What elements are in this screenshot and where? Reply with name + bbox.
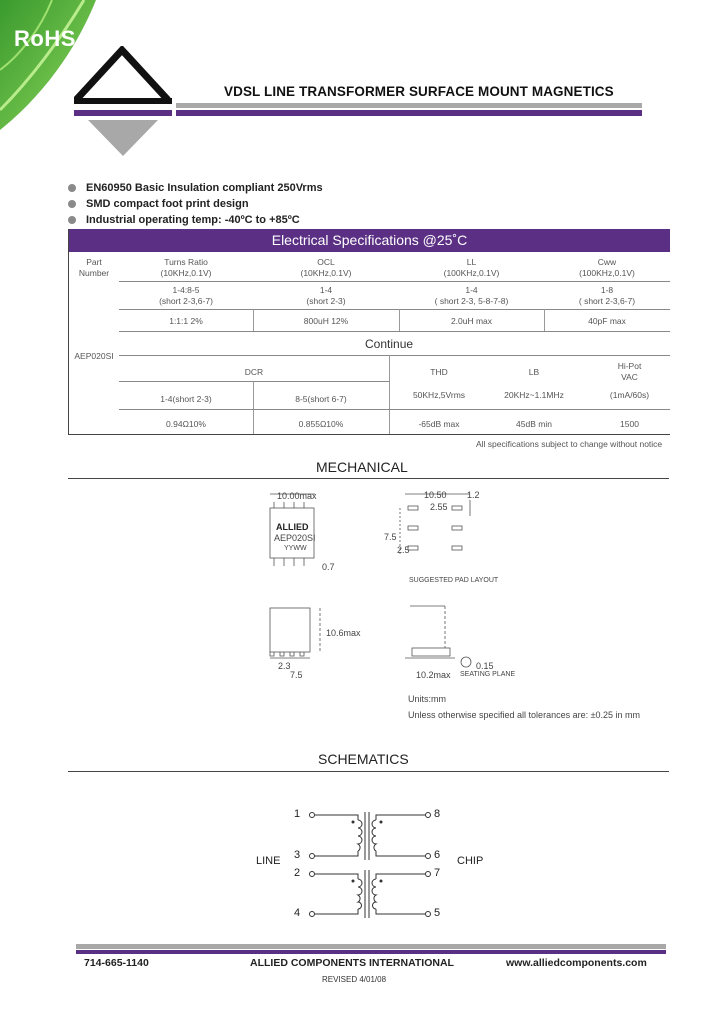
cww-header: Cww (100KHz,0.1V) (579, 257, 635, 278)
row-divider (119, 381, 389, 382)
title-divider-gray (176, 103, 642, 108)
part-number-label: Part Number (78, 257, 110, 278)
dim-width: 10.00max (277, 491, 317, 501)
dim-2-3: 2.3 (278, 661, 291, 671)
dim-1-2: 1.2 (467, 490, 480, 500)
dim-2-55: 2.55 (430, 502, 448, 512)
ll-value: 2.0uH max (450, 316, 493, 326)
lb-value: 45dB min (516, 419, 552, 429)
pin-8-label: 8 (434, 808, 441, 820)
feature-list (68, 180, 323, 228)
dim-10-6: 10.6max (326, 628, 361, 638)
row-divider (119, 331, 670, 332)
feature-item: SMD compact foot print design (68, 196, 323, 212)
revision-date: REVISED 4/01/08 (322, 975, 387, 984)
dim-10-2: 10.2max (416, 670, 451, 680)
electrical-specifications-table (68, 229, 669, 435)
rohs-badge: RoHS (14, 26, 76, 51)
cww-value: 40pF max (588, 316, 626, 326)
ll-header: LL (100KHz,0.1V) (443, 257, 500, 278)
dcr-value-primary: 0.94Ω10% (166, 419, 206, 429)
document-title: VDSL LINE TRANSFORMER SURFACE MOUNT MAGNETICS (224, 84, 614, 99)
schematics-divider (68, 771, 669, 772)
marking-code: YYWW (284, 545, 307, 552)
thd-header: THD (430, 367, 448, 377)
bullet-icon (68, 200, 76, 208)
tolerance-note: Unless otherwise specified all tolerances are: ±0.25 in mm (408, 710, 641, 720)
turns-ratio-pins: 1-4:8-5 (short 2-3,6-7) (159, 285, 213, 306)
pin-6-label: 6 (434, 849, 441, 861)
lb-header: LB (528, 367, 540, 377)
continue-label: Continue (365, 337, 414, 351)
table-bottom-border (69, 434, 670, 435)
dim-0-7: 0.7 (322, 562, 335, 572)
row-divider (119, 355, 670, 356)
footer-website-link[interactable]: www.alliedcomponents.com (506, 957, 647, 969)
spec-table-header: Electrical Specifications @25˚C (69, 229, 670, 252)
column-divider (389, 355, 390, 435)
dim-10-50: 10.50 (424, 490, 447, 500)
hipot-condition: (1mA/60s) (609, 390, 650, 400)
turns-ratio-value: 1:1:1 2% (169, 316, 203, 326)
dim-side-7-5: 7.5 (290, 670, 303, 680)
line-side-label: LINE (256, 855, 281, 867)
dcr-pins-primary: 1-4(short 2-3) (160, 394, 212, 404)
cww-pins: 1-8 ( short 2-3,6-7) (578, 285, 636, 306)
footer-phone: 714-665-1140 (84, 957, 149, 969)
dcr-header: DCR (244, 367, 264, 377)
marking-brand: ALLIED (276, 522, 309, 532)
feature-item: Industrial operating temp: -40ºC to +85ºC (68, 212, 323, 228)
mechanical-drawing (240, 486, 540, 686)
marking-part: AEP020SI (274, 533, 316, 543)
ocl-pins: 1-4 (short 2-3) (306, 285, 346, 306)
part-number: AEP020SI (74, 351, 114, 361)
schematics-title: SCHEMATICS (318, 751, 409, 767)
lb-condition: 20KHz~1.1MHz (504, 390, 564, 400)
turns-ratio-header: Turns Ratio (10KHz,0.1V) (160, 257, 212, 278)
dcr-value-secondary: 0.855Ω10% (298, 419, 344, 429)
dcr-pins-secondary: 8-5(short 6-7) (295, 394, 347, 404)
row-divider (119, 409, 670, 410)
hipot-header: Hi-Pot VAC (617, 361, 642, 382)
row-divider (119, 281, 670, 282)
units-label: Units:mm (408, 694, 446, 704)
thd-value: -65dB max (418, 419, 460, 429)
dim-7-5: 7.5 (384, 532, 397, 542)
mechanical-title: MECHANICAL (316, 459, 408, 475)
chip-side-label: CHIP (457, 855, 484, 867)
hipot-value: 1500 (620, 419, 639, 429)
pin-7-label: 7 (434, 867, 441, 879)
footer-company: ALLIED COMPONENTS INTERNATIONAL (250, 957, 454, 969)
pin-5-label: 5 (434, 907, 441, 919)
allied-logo (74, 46, 172, 158)
dim-2-5: 2.5 (397, 545, 410, 555)
seating-plane-label: SEATING PLANE (460, 671, 516, 678)
ll-pins: 1-4 ( short 2-3, 5-8-7-8) (434, 285, 509, 306)
ocl-value: 800uH 12% (303, 316, 349, 326)
ocl-header: OCL (10KHz,0.1V) (300, 257, 352, 278)
pin-3-label: 3 (294, 849, 301, 861)
suggested-pad-layout-label: SUGGESTED PAD LAYOUT (409, 577, 499, 584)
feature-item: EN60950 Basic Insulation compliant 250Vrms (68, 180, 323, 196)
bullet-icon (68, 184, 76, 192)
thd-condition: 50KHz,5Vrms (412, 390, 466, 400)
footer-divider-gray (76, 944, 666, 949)
pin-4-label: 4 (294, 907, 301, 919)
footer-divider-purple (76, 950, 666, 954)
pin-2-label: 2 (294, 867, 301, 879)
spec-disclaimer: All specifications subject to change without notice (476, 439, 663, 449)
title-divider-purple (176, 110, 642, 116)
pin-1-label: 1 (294, 808, 301, 820)
bullet-icon (68, 216, 76, 224)
row-divider (119, 309, 670, 310)
mechanical-divider (68, 478, 669, 479)
dim-0-15: 0.15 (476, 661, 494, 671)
